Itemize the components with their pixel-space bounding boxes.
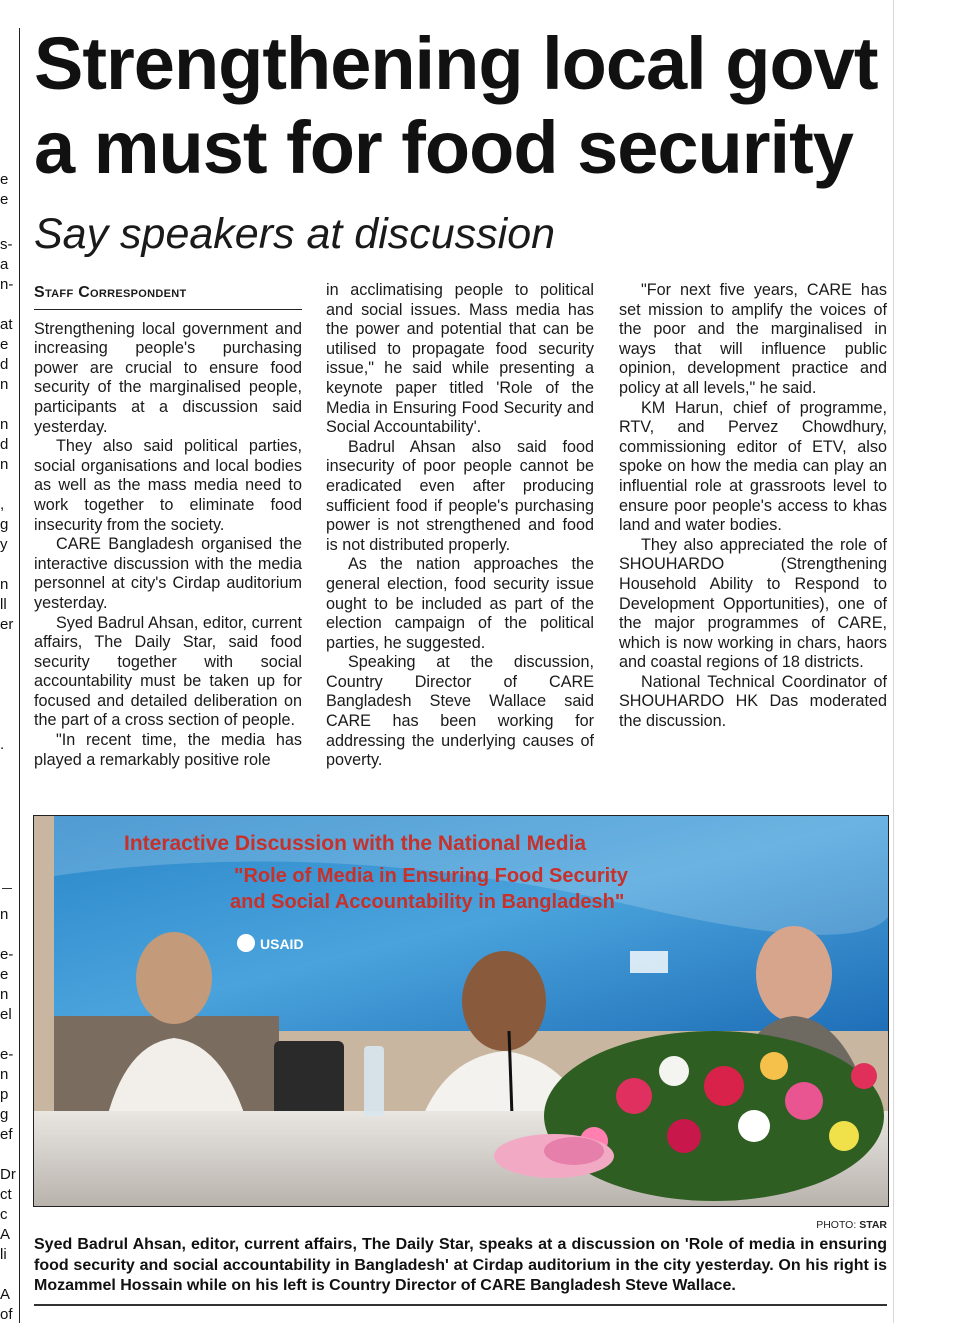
person-center xyxy=(462,951,546,1051)
person-right xyxy=(756,926,832,1022)
paragraph: Strengthening local government and increasing people's purchasing power are crucial to ensure food security of the marginalised people, participants at a discussion said yesterday. xyxy=(34,319,302,436)
paragraph: Speaking at the discussion, Country Director of CARE Bangladesh Steve Wallace said CARE has been working for addressing the underlying causes of poverty. xyxy=(326,653,594,770)
paragraph: As the nation approaches the general election, food security issue ought to be included as part of the election campaign of the political parties, he suggested. xyxy=(326,555,594,652)
edge-fragment: li xyxy=(0,1246,7,1263)
edge-fragment: . xyxy=(0,736,5,753)
edge-fragment: e xyxy=(0,966,9,983)
edge-fragment: n xyxy=(0,456,9,473)
subheadline: Say speakers at discussion xyxy=(34,210,556,258)
paragraph: CARE Bangladesh organised the interactive discussion with the media personnel at city's Cirdap auditorium yesterday. xyxy=(34,535,302,612)
edge-fragment: er xyxy=(0,616,14,633)
usaid-seal-icon xyxy=(237,934,255,952)
edge-fragment: g xyxy=(0,1106,9,1123)
water-bottle xyxy=(364,1046,384,1116)
headline: Strengthening local govt a must for food security xyxy=(34,22,878,189)
bottom-rule xyxy=(34,1304,887,1306)
edge-fragment: e xyxy=(0,336,9,353)
paragraph: They also appreciated the role of SHOUHARDO (Strengthening Household Ability to Respond to Development Opportunities), one of the major programmes of CARE, which is now working in chars, haors and coastal regions of 18 districts. xyxy=(619,535,887,672)
paragraph: in acclimatising people to political and social issues. Mass media has the power and potential that can be utilised to propagate food security issue," he said while presenting a keynote paper titled 'Role of the Media in Ensuring Food Security and Social Accountability'. xyxy=(326,281,594,437)
edge-fragment: d xyxy=(0,436,9,453)
clipped-adjacent-column xyxy=(0,0,16,1323)
edge-fragment: d xyxy=(0,356,9,373)
edge-fragment: n xyxy=(0,416,9,433)
edge-fragment: s- xyxy=(0,236,13,253)
byline: Staff Correspondent xyxy=(34,283,302,310)
paragraph: "In recent time, the media has played a remarkably positive role xyxy=(34,731,302,769)
edge-fragment: c xyxy=(0,1206,8,1223)
edge-fragment: n xyxy=(0,986,9,1003)
edge-fragment: n xyxy=(0,906,9,923)
usaid-logo: USAID xyxy=(260,936,304,952)
photo-illustration xyxy=(34,816,888,1206)
paragraph: They also said political parties, social organisations and local bodies as well as the mass media need to work together to eliminate food insecurity from the society. xyxy=(34,437,302,534)
edge-fragment: , xyxy=(0,496,5,513)
edge-fragment: A xyxy=(0,1286,11,1303)
edge-fragment: ll xyxy=(0,596,7,613)
edge-fragment: y xyxy=(0,536,8,553)
edge-fragment: el xyxy=(0,1006,12,1023)
article-column-1 xyxy=(34,281,302,770)
section-divider xyxy=(2,888,12,889)
news-photo xyxy=(33,815,889,1207)
edge-fragment: e xyxy=(0,191,9,208)
edge-fragment: e xyxy=(0,171,9,188)
banner-subtitle-2: and Social Accountability in Bangladesh" xyxy=(230,891,625,913)
article-column-2 xyxy=(326,281,594,771)
edge-fragment: Dr xyxy=(0,1166,16,1183)
edge-fragment: ct xyxy=(0,1186,12,1203)
right-page-edge xyxy=(893,0,894,1323)
banner-title: Interactive Discussion with the National Media xyxy=(124,832,587,855)
edge-fragment: n xyxy=(0,1066,9,1083)
edge-fragment: A xyxy=(0,1226,11,1243)
edge-fragment: e- xyxy=(0,946,14,963)
photo-credit: PHOTO: STAR xyxy=(816,1219,887,1231)
edge-fragment: n- xyxy=(0,276,14,293)
edge-fragment: n xyxy=(0,576,9,593)
person-left xyxy=(136,932,212,1024)
edge-fragment: a xyxy=(0,256,9,273)
paragraph: Syed Badrul Ahsan, editor, current affairs, The Daily Star, said food security together with social accountability must be taken up for focused and detailed deliberation on the part of a cross section of people. xyxy=(34,613,302,730)
left-column-rule xyxy=(19,28,20,1323)
paragraph: KM Harun, chief of programme, RTV, and Pervez Chowdhury, commissioning editor of ETV, also spoke on how the media can play an influential role at grassroots level to ensure poor people's access to khas land and water bodies. xyxy=(619,398,887,535)
edge-fragment: g xyxy=(0,516,9,533)
edge-fragment: of xyxy=(0,1306,13,1323)
article-column-3 xyxy=(619,281,887,732)
edge-fragment: p xyxy=(0,1086,9,1103)
edge-fragment: n xyxy=(0,376,9,393)
paragraph: National Technical Coordinator of SHOUHARDO HK Das moderated the discussion. xyxy=(619,672,887,731)
paragraph: "For next five years, CARE has set mission to amplify the voices of the poor and the marginalised in ways that will influence public opinion, development practice and policy at all levels," he said. xyxy=(619,281,887,397)
paragraph: Badrul Ahsan also said food insecurity of poor people cannot be eradicated even after producing sufficient food if people's purchasing power is not strengthened and food is not distributed properly. xyxy=(326,437,594,554)
photo-caption: Syed Badrul Ahsan, editor, current affairs, The Daily Star, speaks at a discussion on 'Role of media in ensuring food security and social accountability in Bangladesh' at Cirdap auditorium in the city yesterday. On his right is Mozammel Hossain while on his left is Country Director of CARE Bangladesh Steve Wallace. xyxy=(34,1236,887,1294)
edge-fragment: at xyxy=(0,316,13,333)
banner-subtitle-1: "Role of Media in Ensuring Food Security xyxy=(234,865,628,887)
sponsor-logo xyxy=(630,951,668,973)
edge-fragment: ef xyxy=(0,1126,13,1143)
edge-fragment: e- xyxy=(0,1046,14,1063)
